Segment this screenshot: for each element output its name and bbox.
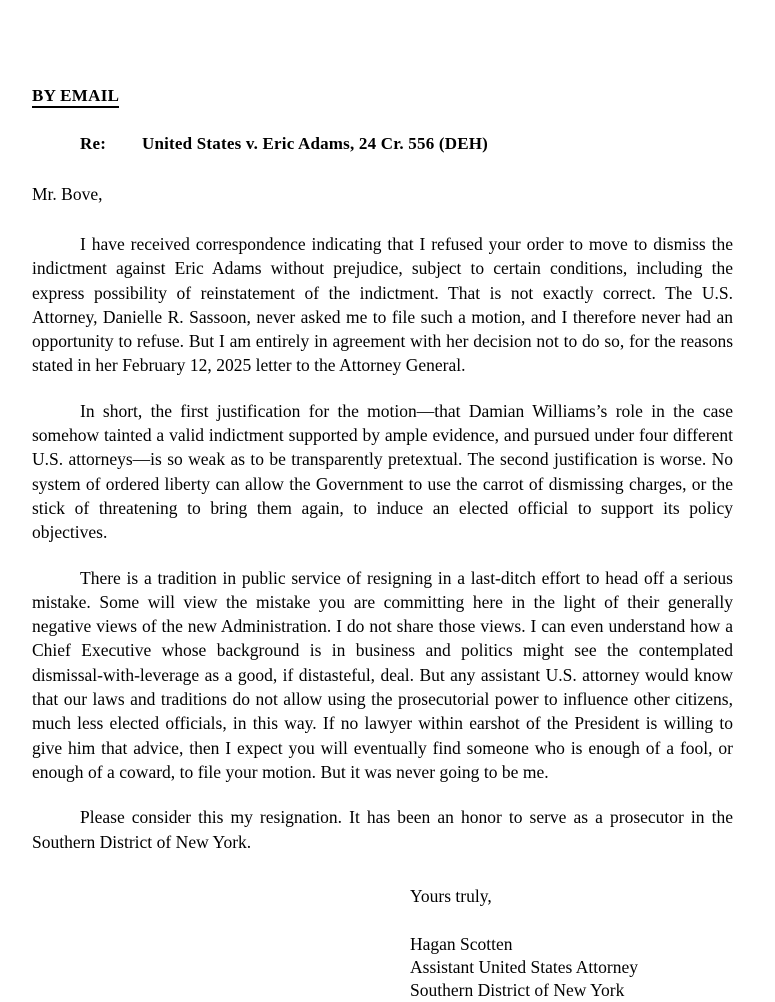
- signer-name: Hagan Scotten: [410, 933, 513, 954]
- closing-salutation: Yours truly,: [410, 885, 492, 906]
- re-line: [32, 134, 733, 154]
- body-paragraph-3: There is a tradition in public service of resigning in a last-ditch effort to head off a serious mistake. Some will view the mistake you are committing here in the light of their generally negative views of the new Administration. I do not share those views. I can even understand how a Chief Executive whose background is in business and politics might see the contemplated dismissal-with-leverage as a good, if distasteful, deal. But any assistant U.S. attorney would know that our laws and traditions do not allow using the prosecutorial power to influence other citizens, much less elected officials, in this way. If no lawyer within earshot of the President is willing to give him that advice, then I expect you will eventually find someone who is enough of a fool, or enough of a coward, to file your motion. But it was never going to be me.: [32, 567, 733, 782]
- letter-body: [32, 86, 733, 1002]
- salutation: Mr. Bove,: [32, 184, 103, 204]
- body-paragraph-2: In short, the first justification for the motion—that Damian Williams’s role in the case somehow tainted a valid indictment supported by ample evidence, and pursued under four different U.S. attorneys—is so weak as to be transparently pretextual. The second justification is worse. No system of ordered liberty can allow the Government to use the carrot of dismissing charges, or the stick of threatening to bring them again, to induce an elected official to support its policy objectives.: [32, 400, 733, 543]
- body-paragraph-1: I have received correspondence indicating that I refused your order to move to dismiss the indictment against Eric Adams without prejudice, subject to certain conditions, including the express possibility of reinstatement of the indictment. That is not exactly correct. The U.S. Attorney, Danielle R. Sassoon, never asked me to file such a motion, and I therefore never had an opportunity to refuse. But I am entirely in agreement with her decision not to do so, for the reasons stated in her February 12, 2025 letter to the Attorney General.: [32, 234, 733, 376]
- signature-block: [32, 933, 733, 1002]
- signer-title: Assistant United States Attorney: [410, 956, 638, 977]
- re-subject: United States v. Eric Adams, 24 Cr. 556 (DEH): [142, 134, 489, 153]
- signer-office: Southern District of New York: [410, 979, 625, 1000]
- re-label: Re:: [80, 134, 107, 153]
- body-paragraph-4: Please consider this my resignation. It has been an honor to serve as a prosecutor in the Southern District of New York.: [32, 807, 733, 852]
- delivery-notice: BY EMAIL: [32, 86, 119, 108]
